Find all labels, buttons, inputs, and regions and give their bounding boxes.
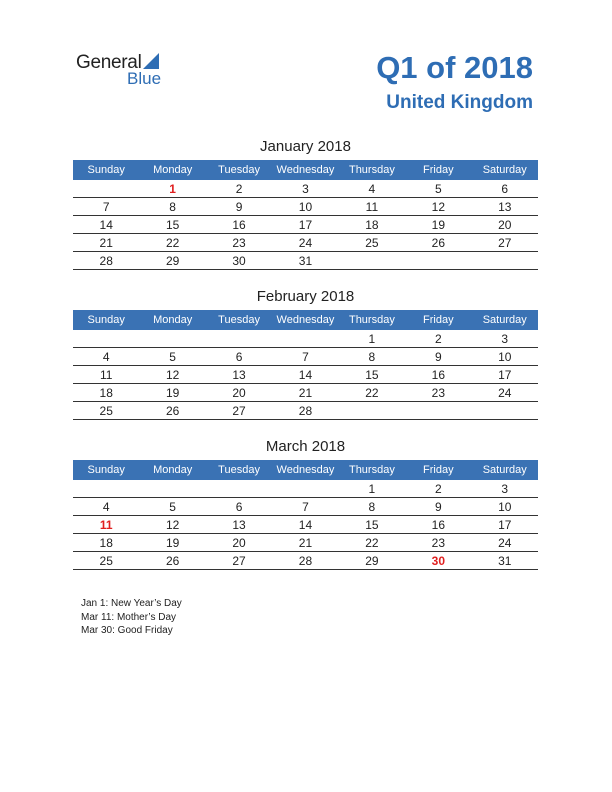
day-cell: 24 bbox=[498, 536, 512, 550]
weekday-header: Sunday bbox=[87, 464, 125, 476]
weekday-header-row bbox=[73, 160, 538, 180]
weekday-header: Saturday bbox=[482, 464, 527, 476]
day-cell: 26 bbox=[431, 236, 445, 250]
month-title: January 2018 bbox=[260, 138, 351, 155]
weekday-header: Sunday bbox=[87, 164, 125, 176]
day-cell: 24 bbox=[498, 386, 512, 400]
logo-general-text: General bbox=[76, 52, 142, 73]
day-cell: 3 bbox=[501, 482, 509, 496]
weekday-header: Friday bbox=[423, 464, 454, 476]
month-title: February 2018 bbox=[256, 288, 355, 305]
day-cell: 10 bbox=[298, 200, 313, 214]
day-cell: 23 bbox=[232, 236, 246, 250]
day-cell: 18 bbox=[99, 536, 113, 550]
month-calendar bbox=[73, 436, 538, 570]
weekday-header: Thursday bbox=[348, 464, 395, 476]
day-cell: 31 bbox=[298, 254, 313, 268]
day-cell: 5 bbox=[434, 182, 442, 196]
day-cell: 19 bbox=[431, 218, 445, 232]
day-cell: 14 bbox=[298, 518, 313, 532]
day-cell: 17 bbox=[298, 218, 313, 232]
day-cell bbox=[472, 402, 538, 419]
day-cell bbox=[206, 330, 272, 347]
day-cell: 28 bbox=[298, 554, 313, 568]
week-row bbox=[73, 216, 538, 234]
day-cell: 19 bbox=[165, 536, 180, 550]
day-cell bbox=[73, 180, 139, 197]
day-cell: 22 bbox=[165, 236, 180, 250]
day-cell bbox=[272, 330, 338, 347]
month-calendar bbox=[73, 136, 538, 270]
weekday-header: Tuesday bbox=[218, 164, 260, 176]
day-cell: 28 bbox=[298, 404, 313, 418]
week-row bbox=[73, 252, 538, 270]
day-cell: 6 bbox=[235, 500, 243, 514]
weekday-header: Saturday bbox=[482, 164, 527, 176]
day-cell bbox=[405, 252, 471, 269]
day-cell: 20 bbox=[232, 536, 246, 550]
day-cell: 7 bbox=[302, 350, 309, 364]
day-cell: 21 bbox=[99, 236, 113, 250]
weekday-header: Friday bbox=[423, 314, 454, 326]
weekday-header: Wednesday bbox=[276, 314, 335, 326]
week-row bbox=[73, 480, 538, 498]
day-cell: 12 bbox=[165, 368, 180, 382]
weekday-header: Tuesday bbox=[218, 464, 260, 476]
day-cell bbox=[73, 330, 139, 347]
week-row bbox=[73, 498, 538, 516]
day-cell: 3 bbox=[302, 182, 309, 196]
day-cell: 7 bbox=[102, 200, 110, 214]
day-cell: 23 bbox=[431, 386, 445, 400]
day-cell: 22 bbox=[365, 386, 379, 400]
day-cell bbox=[272, 480, 338, 497]
week-row bbox=[73, 180, 538, 198]
weekday-header: Wednesday bbox=[276, 164, 335, 176]
day-cell: 26 bbox=[165, 554, 180, 568]
holiday-list bbox=[81, 597, 182, 638]
weekday-header: Friday bbox=[423, 164, 454, 176]
day-cell: 1 bbox=[368, 332, 376, 346]
logo-blue-text: Blue bbox=[127, 69, 162, 88]
weekday-header: Sunday bbox=[87, 314, 125, 326]
day-cell: 13 bbox=[232, 368, 246, 382]
holiday-entry: Jan 1: New Year’s Day bbox=[81, 598, 182, 609]
day-cell: 19 bbox=[165, 386, 180, 400]
generalblue-logo bbox=[76, 52, 186, 92]
day-cell: 27 bbox=[232, 404, 246, 418]
day-cell: 10 bbox=[498, 500, 512, 514]
week-row bbox=[73, 384, 538, 402]
day-cell bbox=[73, 480, 139, 497]
weekday-header-row bbox=[73, 460, 538, 480]
day-cell: 15 bbox=[365, 368, 379, 382]
day-cell: 16 bbox=[232, 218, 246, 232]
month-calendar bbox=[73, 286, 538, 420]
day-cell: 24 bbox=[298, 236, 313, 250]
week-row bbox=[73, 534, 538, 552]
holiday-entry: Mar 11: Mother’s Day bbox=[81, 611, 177, 623]
day-cell bbox=[472, 252, 538, 269]
logo-triangle-icon bbox=[143, 53, 159, 69]
day-cell: 25 bbox=[99, 404, 113, 418]
holiday-entry: Mar 30: Good Friday bbox=[81, 625, 173, 636]
day-cell: 16 bbox=[431, 368, 445, 382]
day-cell: 6 bbox=[235, 350, 243, 364]
week-row bbox=[73, 516, 538, 534]
week-row bbox=[73, 330, 538, 348]
day-cell: 3 bbox=[501, 332, 509, 346]
quarter-title: Q1 of 2018 bbox=[376, 50, 533, 85]
day-cell bbox=[206, 480, 272, 497]
day-cell: 2 bbox=[434, 482, 442, 496]
day-cell: 13 bbox=[498, 200, 512, 214]
day-cell bbox=[339, 252, 405, 269]
day-cell: 29 bbox=[165, 254, 180, 268]
day-cell: 12 bbox=[165, 518, 180, 532]
day-cell: 18 bbox=[365, 218, 379, 232]
day-cell: 12 bbox=[431, 200, 445, 214]
week-row bbox=[73, 366, 538, 384]
day-cell: 31 bbox=[498, 554, 512, 568]
day-cell: 14 bbox=[298, 368, 313, 382]
day-cell bbox=[339, 402, 405, 419]
day-cell: 20 bbox=[232, 386, 246, 400]
week-row bbox=[73, 234, 538, 252]
day-cell: 22 bbox=[365, 536, 379, 550]
weekday-header: Thursday bbox=[348, 164, 395, 176]
day-cell: 6 bbox=[501, 182, 509, 196]
week-row bbox=[73, 552, 538, 570]
day-cell: 25 bbox=[99, 554, 113, 568]
day-cell: 29 bbox=[365, 554, 379, 568]
day-cell: 11 bbox=[365, 200, 379, 214]
day-cell: 21 bbox=[298, 386, 313, 400]
holiday-day-cell: 30 bbox=[431, 554, 445, 568]
day-cell: 17 bbox=[498, 368, 512, 382]
day-cell: 21 bbox=[298, 536, 313, 550]
day-cell: 4 bbox=[102, 500, 110, 514]
weekday-header-row bbox=[73, 310, 538, 330]
day-cell: 8 bbox=[368, 500, 376, 514]
day-cell: 5 bbox=[169, 350, 176, 364]
weekday-header: Monday bbox=[153, 464, 193, 476]
month-title: March 2018 bbox=[265, 438, 346, 455]
day-cell: 7 bbox=[302, 500, 309, 514]
day-cell: 1 bbox=[368, 482, 376, 496]
day-cell: 9 bbox=[434, 500, 442, 514]
day-cell: 27 bbox=[498, 236, 512, 250]
weekday-header: Thursday bbox=[348, 314, 395, 326]
day-cell: 2 bbox=[235, 182, 243, 196]
weekday-header: Monday bbox=[153, 314, 193, 326]
day-cell: 30 bbox=[232, 254, 246, 268]
day-cell: 2 bbox=[434, 332, 442, 346]
day-cell: 11 bbox=[99, 368, 113, 382]
weekday-header: Saturday bbox=[482, 314, 527, 326]
day-cell: 17 bbox=[498, 518, 512, 532]
day-cell: 20 bbox=[498, 218, 512, 232]
day-cell: 25 bbox=[365, 236, 379, 250]
day-cell: 9 bbox=[434, 350, 442, 364]
day-cell: 27 bbox=[232, 554, 246, 568]
day-cell: 10 bbox=[498, 350, 512, 364]
day-cell: 28 bbox=[99, 254, 113, 268]
day-cell bbox=[139, 330, 205, 347]
day-cell: 16 bbox=[431, 518, 445, 532]
weekday-header: Monday bbox=[153, 164, 193, 176]
day-cell: 14 bbox=[99, 218, 113, 232]
day-cell: 15 bbox=[165, 218, 180, 232]
holiday-day-cell: 11 bbox=[99, 518, 113, 532]
day-cell: 26 bbox=[165, 404, 180, 418]
weekday-header: Tuesday bbox=[218, 314, 260, 326]
day-cell bbox=[139, 480, 205, 497]
day-cell: 4 bbox=[368, 182, 376, 196]
day-cell: 13 bbox=[232, 518, 246, 532]
week-row bbox=[73, 402, 538, 420]
week-row bbox=[73, 348, 538, 366]
holiday-day-cell: 1 bbox=[169, 182, 176, 196]
country-title: United Kingdom bbox=[386, 92, 533, 113]
week-row bbox=[73, 198, 538, 216]
day-cell: 4 bbox=[102, 350, 110, 364]
day-cell: 8 bbox=[169, 200, 176, 214]
day-cell: 23 bbox=[431, 536, 445, 550]
day-cell: 5 bbox=[169, 500, 176, 514]
day-cell: 18 bbox=[99, 386, 113, 400]
day-cell: 15 bbox=[365, 518, 379, 532]
day-cell: 9 bbox=[235, 200, 243, 214]
weekday-header: Wednesday bbox=[276, 464, 335, 476]
day-cell bbox=[405, 402, 471, 419]
day-cell: 8 bbox=[368, 350, 376, 364]
